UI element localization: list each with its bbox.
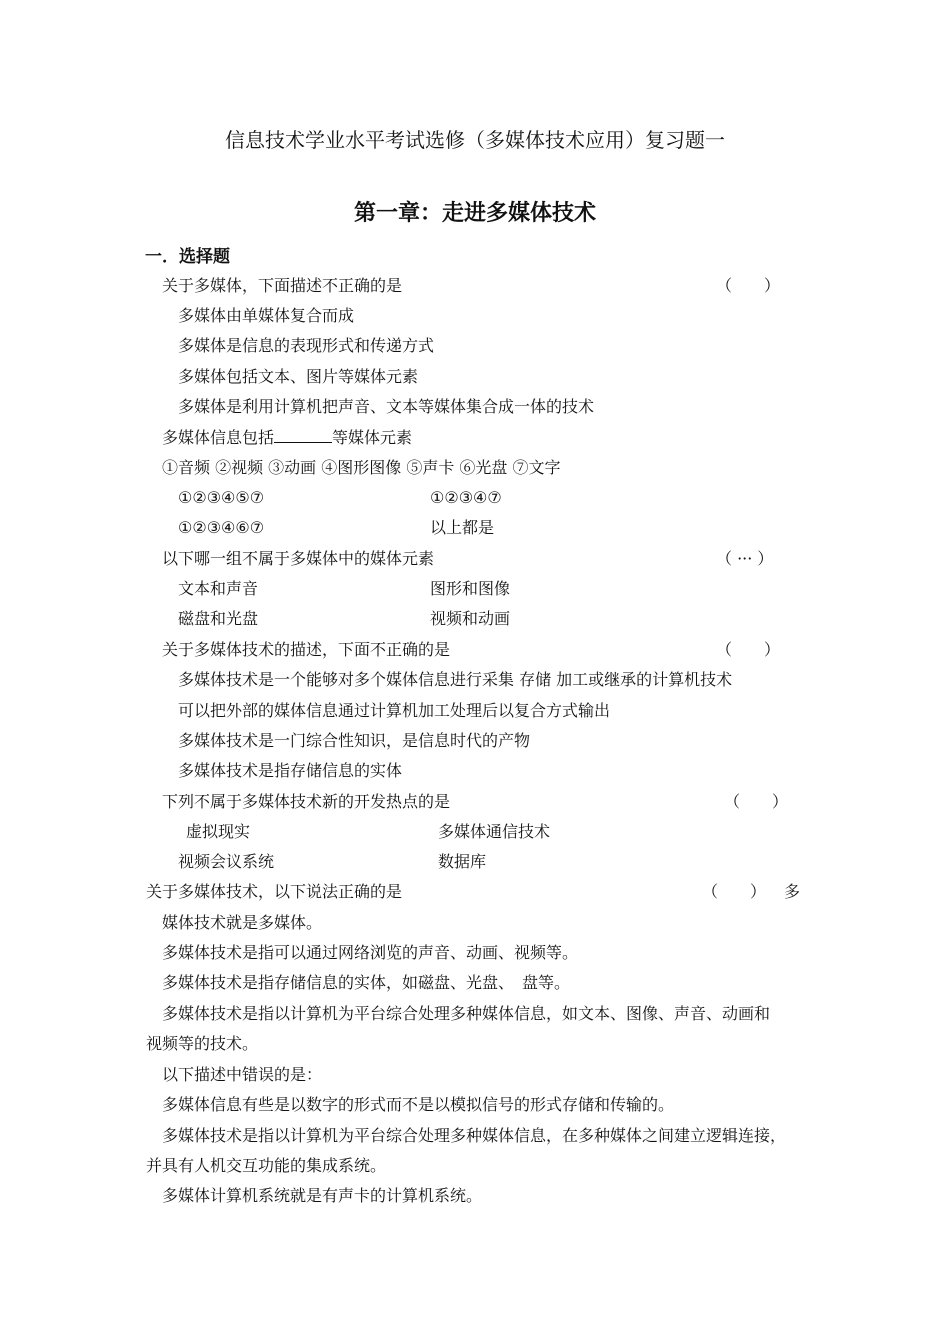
- question-5-option-b: 多媒体通信技术: [438, 822, 551, 841]
- question-2-stem-pre: 多媒体信息包括: [162, 428, 275, 447]
- question-3-option-c: 磁盘和光盘: [178, 609, 259, 628]
- question-2-option-b: ①②③④⑦: [430, 488, 502, 507]
- question-7-option-c: 多媒体计算机系统就是有声卡的计算机系统。: [162, 1186, 483, 1205]
- question-3-option-d: 视频和动画: [430, 609, 511, 628]
- question-7-option-a: 多媒体信息有些是以数字的形式而不是以模拟信号的形式存储和传输的。: [162, 1095, 675, 1114]
- question-2-option-d: 以上都是: [430, 518, 495, 537]
- question-5-stem: 下列不属于多媒体技术新的开发热点的是: [162, 792, 451, 811]
- question-2-stem-post: 等媒体元素: [332, 428, 413, 447]
- question-5-option-a: 虚拟现实: [186, 822, 251, 841]
- chapter-title: 第一章：走进多媒体技术: [353, 201, 596, 226]
- question-6-option-d: 多媒体技术是指以计算机为平台综合处理多种媒体信息，如文本、图像、声音、动画和: [162, 1004, 771, 1023]
- question-3-answer-paren: （ ··· ）: [716, 549, 774, 568]
- question-2-option-c: ①②③④⑥⑦: [178, 518, 265, 537]
- question-4-option-c: 多媒体技术是一门综合性知识，是信息时代的产物: [178, 731, 531, 750]
- question-3-option-b: 图形和图像: [430, 579, 511, 598]
- question-7-option-b: 多媒体技术是指以计算机为平台综合处理多种媒体信息，在多种媒体之间建立逻辑连接，: [162, 1126, 787, 1145]
- question-4-answer-paren: （ ）: [716, 640, 781, 659]
- question-1-answer-paren: （ ）: [716, 276, 781, 295]
- question-2-option-a: ①②③④⑤⑦: [178, 488, 265, 507]
- question-4-option-a: 多媒体技术是一个能够对多个媒体信息进行采集 存储 加工或继承的计算机技术: [178, 670, 733, 689]
- question-3-stem: 以下哪一组不属于多媒体中的媒体元素: [162, 549, 435, 568]
- document-title: 信息技术学业水平考试选修（多媒体技术应用）复习题一: [225, 128, 725, 152]
- question-6-option-d-continued: 视频等的技术。: [146, 1034, 259, 1053]
- question-5-option-c: 视频会议系统: [178, 852, 275, 871]
- question-2-stem: [162, 428, 412, 448]
- question-1-option-d: 多媒体是利用计算机把声音、文本等媒体集合成一体的技术: [178, 397, 595, 416]
- question-4-option-b: 可以把外部的媒体信息通过计算机加工处理后以复合方式输出: [178, 701, 611, 720]
- question-5-answer-paren: （ ）: [724, 792, 789, 811]
- question-1-stem: 关于多媒体，下面描述不正确的是: [162, 276, 403, 295]
- question-1-option-c: 多媒体包括文本、图片等媒体元素: [178, 367, 419, 386]
- question-4-option-d: 多媒体技术是指存储信息的实体: [178, 761, 403, 780]
- question-6-option-b: 多媒体技术是指可以通过网络浏览的声音、动画、视频等。: [162, 943, 579, 962]
- question-1-option-b: 多媒体是信息的表现形式和传递方式: [178, 336, 435, 355]
- question-2-items: ①音频 ②视频 ③动画 ④图形图像 ⑤声卡 ⑥光盘 ⑦文字: [162, 458, 561, 477]
- question-7-stem: 以下描述中错误的是：: [162, 1065, 323, 1084]
- question-3-option-a: 文本和声音: [178, 579, 259, 598]
- question-6-answer-paren: （ ）: [702, 882, 767, 901]
- question-1-option-a: 多媒体由单媒体复合而成: [178, 306, 355, 325]
- section-title: 一．选择题: [145, 247, 230, 267]
- question-4-stem: 关于多媒体技术的描述，下面不正确的是: [162, 640, 451, 659]
- answer-blank: [274, 428, 332, 443]
- question-6-stem: 关于多媒体技术，以下说法正确的是: [146, 882, 403, 901]
- question-6-trailing-text: 多: [784, 882, 801, 901]
- question-7-option-b-continued: 并具有人机交互功能的集成系统。: [146, 1156, 387, 1175]
- question-5-option-d: 数据库: [438, 852, 487, 871]
- question-6-option-a: 媒体技术就是多媒体。: [162, 913, 323, 932]
- question-6-option-c: 多媒体技术是指存储信息的实体，如磁盘、光盘、 盘等。: [162, 973, 571, 992]
